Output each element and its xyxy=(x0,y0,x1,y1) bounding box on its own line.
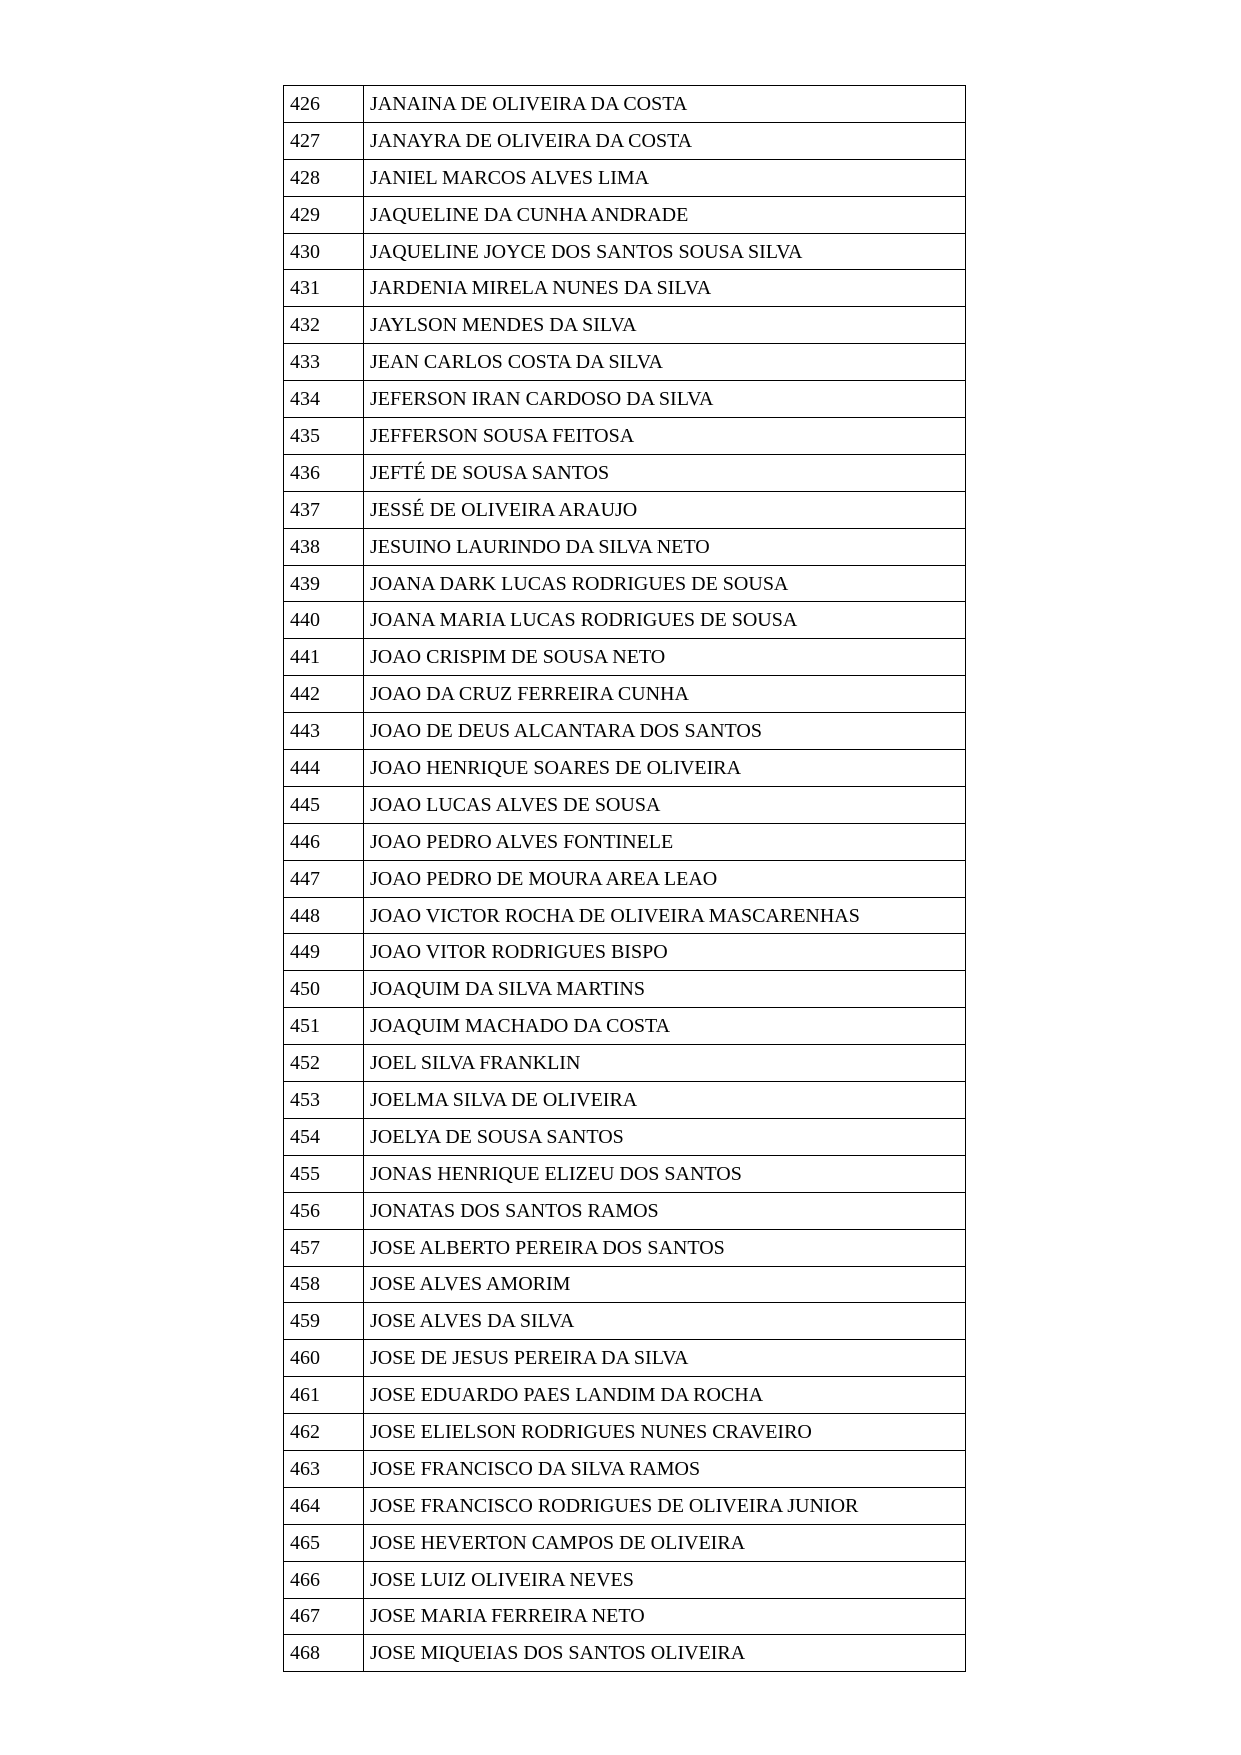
row-number-cell: 458 xyxy=(284,1266,364,1303)
row-name-cell: JONATAS DOS SANTOS RAMOS xyxy=(364,1192,966,1229)
row-name-cell: JOANA MARIA LUCAS RODRIGUES DE SOUSA xyxy=(364,602,966,639)
row-name-cell: JOSE FRANCISCO DA SILVA RAMOS xyxy=(364,1450,966,1487)
row-number-cell: 462 xyxy=(284,1414,364,1451)
row-name-cell: JAQUELINE JOYCE DOS SANTOS SOUSA SILVA xyxy=(364,233,966,270)
table-row xyxy=(284,1377,966,1414)
name-list-body xyxy=(284,86,966,1672)
row-name-cell: JOSE ALBERTO PEREIRA DOS SANTOS xyxy=(364,1229,966,1266)
table-row xyxy=(284,122,966,159)
row-number-cell: 430 xyxy=(284,233,364,270)
table-row xyxy=(284,418,966,455)
table-row xyxy=(284,1118,966,1155)
table-row xyxy=(284,233,966,270)
row-number-cell: 445 xyxy=(284,786,364,823)
row-name-cell: JESSÉ DE OLIVEIRA ARAUJO xyxy=(364,491,966,528)
row-number-cell: 465 xyxy=(284,1524,364,1561)
row-name-cell: JOAO CRISPIM DE SOUSA NETO xyxy=(364,639,966,676)
row-number-cell: 426 xyxy=(284,86,364,123)
row-number-cell: 441 xyxy=(284,639,364,676)
row-number-cell: 467 xyxy=(284,1598,364,1635)
row-name-cell: JONAS HENRIQUE ELIZEU DOS SANTOS xyxy=(364,1155,966,1192)
table-row xyxy=(284,823,966,860)
row-number-cell: 440 xyxy=(284,602,364,639)
table-row xyxy=(284,1045,966,1082)
row-number-cell: 468 xyxy=(284,1635,364,1672)
table-row xyxy=(284,1340,966,1377)
row-name-cell: JOAO HENRIQUE SOARES DE OLIVEIRA xyxy=(364,750,966,787)
row-name-cell: JOEL SILVA FRANKLIN xyxy=(364,1045,966,1082)
row-name-cell: JANIEL MARCOS ALVES LIMA xyxy=(364,159,966,196)
row-number-cell: 435 xyxy=(284,418,364,455)
row-number-cell: 431 xyxy=(284,270,364,307)
row-name-cell: JAYLSON MENDES DA SILVA xyxy=(364,307,966,344)
table-row xyxy=(284,860,966,897)
row-number-cell: 459 xyxy=(284,1303,364,1340)
row-number-cell: 433 xyxy=(284,344,364,381)
row-name-cell: JOAO DE DEUS ALCANTARA DOS SANTOS xyxy=(364,713,966,750)
table-row xyxy=(284,454,966,491)
row-number-cell: 444 xyxy=(284,750,364,787)
row-number-cell: 466 xyxy=(284,1561,364,1598)
table-row xyxy=(284,1266,966,1303)
row-number-cell: 434 xyxy=(284,381,364,418)
row-name-cell: JOAO PEDRO DE MOURA AREA LEAO xyxy=(364,860,966,897)
table-row xyxy=(284,1524,966,1561)
table-row xyxy=(284,565,966,602)
row-number-cell: 446 xyxy=(284,823,364,860)
table-row xyxy=(284,934,966,971)
row-number-cell: 450 xyxy=(284,971,364,1008)
row-name-cell: JAQUELINE DA CUNHA ANDRADE xyxy=(364,196,966,233)
row-name-cell: JOAO VITOR RODRIGUES BISPO xyxy=(364,934,966,971)
row-number-cell: 438 xyxy=(284,528,364,565)
row-name-cell: JOAO LUCAS ALVES DE SOUSA xyxy=(364,786,966,823)
row-number-cell: 453 xyxy=(284,1082,364,1119)
row-name-cell: JOSE MIQUEIAS DOS SANTOS OLIVEIRA xyxy=(364,1635,966,1672)
row-name-cell: JOELYA DE SOUSA SANTOS xyxy=(364,1118,966,1155)
row-name-cell: JOSE ALVES DA SILVA xyxy=(364,1303,966,1340)
row-number-cell: 456 xyxy=(284,1192,364,1229)
row-number-cell: 436 xyxy=(284,454,364,491)
table-row xyxy=(284,307,966,344)
row-number-cell: 464 xyxy=(284,1487,364,1524)
row-name-cell: JESUINO LAURINDO DA SILVA NETO xyxy=(364,528,966,565)
row-number-cell: 449 xyxy=(284,934,364,971)
table-row xyxy=(284,491,966,528)
row-number-cell: 448 xyxy=(284,897,364,934)
row-number-cell: 460 xyxy=(284,1340,364,1377)
row-name-cell: JANAINA DE OLIVEIRA DA COSTA xyxy=(364,86,966,123)
table-row xyxy=(284,196,966,233)
table-row xyxy=(284,1303,966,1340)
table-row xyxy=(284,1414,966,1451)
row-number-cell: 443 xyxy=(284,713,364,750)
table-row xyxy=(284,1192,966,1229)
row-number-cell: 442 xyxy=(284,676,364,713)
table-row xyxy=(284,602,966,639)
row-number-cell: 457 xyxy=(284,1229,364,1266)
row-name-cell: JEFTÉ DE SOUSA SANTOS xyxy=(364,454,966,491)
table-row xyxy=(284,1229,966,1266)
table-row xyxy=(284,750,966,787)
row-name-cell: JEFFERSON SOUSA FEITOSA xyxy=(364,418,966,455)
table-row xyxy=(284,528,966,565)
table-row xyxy=(284,1561,966,1598)
table-row xyxy=(284,1155,966,1192)
table-row xyxy=(284,1635,966,1672)
row-name-cell: JEFERSON IRAN CARDOSO DA SILVA xyxy=(364,381,966,418)
row-name-cell: JOAO PEDRO ALVES FONTINELE xyxy=(364,823,966,860)
table-row xyxy=(284,381,966,418)
name-list-table xyxy=(283,85,966,1672)
row-name-cell: JARDENIA MIRELA NUNES DA SILVA xyxy=(364,270,966,307)
row-number-cell: 447 xyxy=(284,860,364,897)
row-name-cell: JOELMA SILVA DE OLIVEIRA xyxy=(364,1082,966,1119)
table-row xyxy=(284,270,966,307)
table-row xyxy=(284,676,966,713)
table-row xyxy=(284,1450,966,1487)
row-name-cell: JOSE EDUARDO PAES LANDIM DA ROCHA xyxy=(364,1377,966,1414)
row-name-cell: JEAN CARLOS COSTA DA SILVA xyxy=(364,344,966,381)
table-row xyxy=(284,159,966,196)
row-name-cell: JOSE ALVES AMORIM xyxy=(364,1266,966,1303)
table-row xyxy=(284,786,966,823)
table-row xyxy=(284,1598,966,1635)
row-number-cell: 461 xyxy=(284,1377,364,1414)
row-number-cell: 427 xyxy=(284,122,364,159)
row-number-cell: 429 xyxy=(284,196,364,233)
row-number-cell: 439 xyxy=(284,565,364,602)
row-number-cell: 454 xyxy=(284,1118,364,1155)
table-row xyxy=(284,86,966,123)
table-row xyxy=(284,971,966,1008)
table-row xyxy=(284,1082,966,1119)
row-name-cell: JOSE FRANCISCO RODRIGUES DE OLIVEIRA JUNIOR xyxy=(364,1487,966,1524)
row-number-cell: 432 xyxy=(284,307,364,344)
table-row xyxy=(284,713,966,750)
row-name-cell: JOAO DA CRUZ FERREIRA CUNHA xyxy=(364,676,966,713)
row-number-cell: 451 xyxy=(284,1008,364,1045)
table-row xyxy=(284,1487,966,1524)
row-name-cell: JOSE ELIELSON RODRIGUES NUNES CRAVEIRO xyxy=(364,1414,966,1451)
table-row xyxy=(284,1008,966,1045)
row-number-cell: 455 xyxy=(284,1155,364,1192)
row-name-cell: JOSE MARIA FERREIRA NETO xyxy=(364,1598,966,1635)
row-number-cell: 428 xyxy=(284,159,364,196)
row-name-cell: JOSE HEVERTON CAMPOS DE OLIVEIRA xyxy=(364,1524,966,1561)
table-row xyxy=(284,639,966,676)
row-name-cell: JOAQUIM DA SILVA MARTINS xyxy=(364,971,966,1008)
row-name-cell: JOSE DE JESUS PEREIRA DA SILVA xyxy=(364,1340,966,1377)
row-number-cell: 452 xyxy=(284,1045,364,1082)
row-number-cell: 463 xyxy=(284,1450,364,1487)
row-name-cell: JOSE LUIZ OLIVEIRA NEVES xyxy=(364,1561,966,1598)
row-name-cell: JANAYRA DE OLIVEIRA DA COSTA xyxy=(364,122,966,159)
row-name-cell: JOAO VICTOR ROCHA DE OLIVEIRA MASCARENHAS xyxy=(364,897,966,934)
table-row xyxy=(284,344,966,381)
table-row xyxy=(284,897,966,934)
row-name-cell: JOAQUIM MACHADO DA COSTA xyxy=(364,1008,966,1045)
row-name-cell: JOANA DARK LUCAS RODRIGUES DE SOUSA xyxy=(364,565,966,602)
row-number-cell: 437 xyxy=(284,491,364,528)
